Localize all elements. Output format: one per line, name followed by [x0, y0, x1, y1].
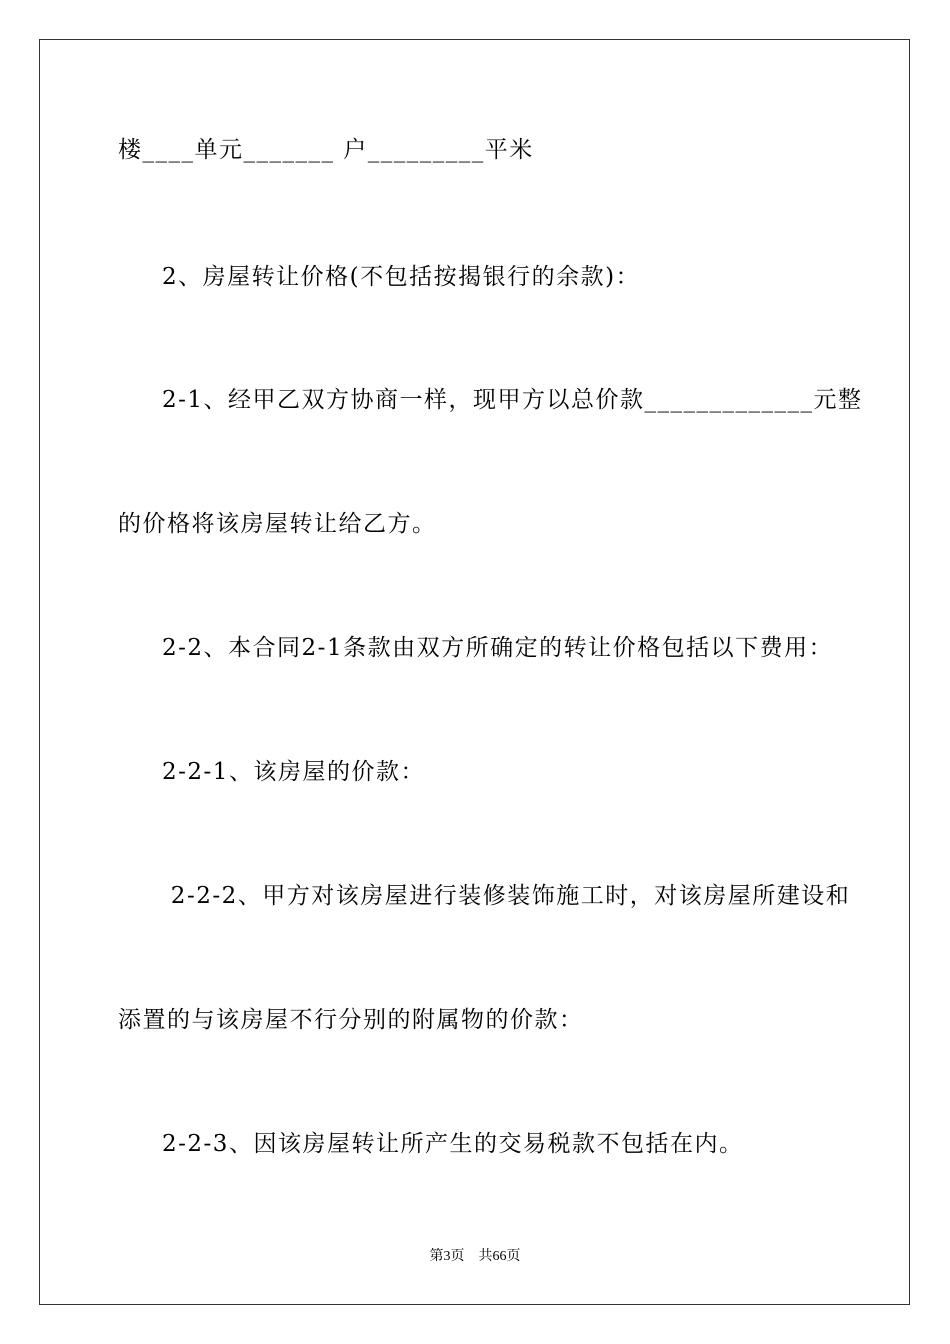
text-line-clause-2-1-cont: 的价格将该房屋转让给乙方。	[118, 511, 437, 537]
text-line-clause-2-2: 2-2、本合同2-1条款由双方所确定的转让价格包括以下费用：	[162, 635, 834, 661]
page-footer	[0, 1248, 950, 1266]
text-line-clause-2-2-1: 2-2-1、该房屋的价款：	[162, 759, 425, 785]
page-border	[39, 39, 910, 1305]
text-line-clause-2-2-2-cont: 添置的与该房屋不行分别的附属物的价款：	[118, 1007, 584, 1033]
text-line-clause-2-1: 2-1、经甲乙双方协商一样，现甲方以总价款_____________元整	[162, 387, 863, 413]
total-pages: 共66页	[478, 1249, 521, 1264]
text-line-clause-2: 2、房屋转让价格(不包括按揭银行的余款)：	[162, 264, 641, 290]
page-number: 第3页	[429, 1249, 465, 1264]
text-line-clause-2-2-2: 2-2-2、甲方对该房屋进行装修装饰施工时，对该房屋所建设和	[162, 883, 851, 909]
text-line-unit-area: 楼____单元_______ 户_________平米	[118, 137, 534, 163]
text-line-clause-2-2-3: 2-2-3、因该房屋转让所产生的交易税款不包括在内。	[162, 1131, 744, 1157]
